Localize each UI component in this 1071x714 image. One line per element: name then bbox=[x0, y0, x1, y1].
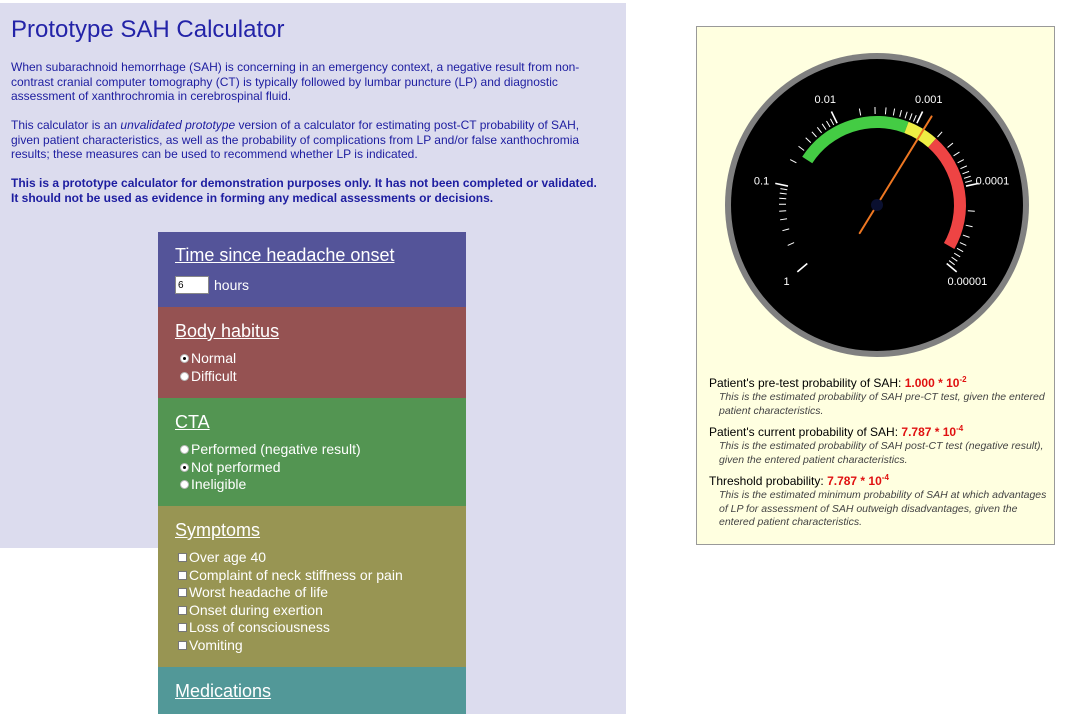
habitus-option-normal[interactable] bbox=[180, 350, 236, 366]
current-result bbox=[709, 424, 1049, 467]
left-panel-gap bbox=[0, 548, 158, 714]
body-habitus-panel bbox=[158, 307, 466, 398]
hours-unit-label: hours bbox=[214, 277, 250, 293]
current-label: Patient's current probability of SAH: bbox=[709, 425, 902, 439]
symptom-onset-exertion[interactable] bbox=[178, 602, 323, 618]
cta-option-label: Performed (negative result) bbox=[191, 441, 361, 457]
pretest-exponent: -2 bbox=[959, 375, 967, 384]
cta-option-not-performed[interactable] bbox=[180, 459, 280, 475]
checkbox-icon[interactable] bbox=[178, 588, 187, 597]
checkbox-icon[interactable] bbox=[178, 606, 187, 615]
medications-title[interactable]: Medications bbox=[175, 681, 272, 701]
symptom-label: Onset during exertion bbox=[189, 602, 323, 618]
probability-gauge bbox=[724, 52, 1030, 358]
checkbox-icon[interactable] bbox=[178, 553, 187, 562]
symptom-label: Worst headache of life bbox=[189, 584, 329, 600]
symptoms-panel bbox=[158, 506, 466, 667]
checkbox-icon[interactable] bbox=[178, 641, 187, 650]
symptom-label: Loss of consciousness bbox=[189, 619, 330, 635]
habitus-option-label: Difficult bbox=[191, 368, 237, 384]
current-times: * 10 bbox=[931, 425, 957, 439]
intro-paragraph-1: When subarachnoid hemorrhage (SAH) is concerning in an emergency context, a negative result from non-contrast cranial computer tomography (CT) is typically followed by lumbar puncture (LP) and diagnostic assessment of xanthrochromia in cerebrospinal fluid. bbox=[11, 60, 580, 103]
medications-panel bbox=[158, 667, 466, 714]
pretest-mantissa: 1.000 bbox=[904, 376, 935, 390]
habitus-option-label: Normal bbox=[191, 350, 237, 366]
pretest-times: * 10 bbox=[934, 376, 960, 390]
disclaimer: This is a prototype calculator for demonstration purposes only. It has not been completed or validated. It should not be used as evidence in forming any medical assessments or decisions. bbox=[11, 176, 597, 205]
pretest-result bbox=[709, 375, 1049, 418]
checkbox-icon[interactable] bbox=[178, 623, 187, 632]
gauge-label: 0.00001 bbox=[947, 275, 988, 288]
symptom-label: Complaint of neck stiffness or pain bbox=[189, 567, 403, 583]
hours-input[interactable] bbox=[175, 276, 209, 294]
page-title: Prototype SAH Calculator bbox=[11, 16, 285, 43]
time-panel bbox=[158, 232, 466, 307]
cta-option-performed[interactable] bbox=[180, 441, 361, 457]
current-mantissa: 7.787 bbox=[901, 425, 932, 439]
intro-p2-start: This calculator is an bbox=[11, 118, 121, 132]
symptom-vomiting[interactable] bbox=[178, 637, 243, 653]
symptom-worst-headache[interactable] bbox=[178, 584, 328, 600]
gauge-label: 0.001 bbox=[914, 93, 943, 106]
time-panel-title[interactable]: Time since headache onset bbox=[175, 245, 395, 265]
radio-icon[interactable] bbox=[180, 372, 189, 381]
threshold-times: * 10 bbox=[857, 474, 882, 488]
gauge-label: 0.1 bbox=[753, 175, 770, 188]
results-box bbox=[696, 26, 1055, 545]
body-habitus-title[interactable]: Body habitus bbox=[175, 321, 280, 341]
cta-option-label: Ineligible bbox=[191, 476, 247, 492]
gauge-label: 0.01 bbox=[814, 93, 836, 106]
radio-icon[interactable] bbox=[180, 480, 189, 489]
radio-icon[interactable] bbox=[180, 463, 189, 472]
symptom-over-age-40[interactable] bbox=[178, 549, 266, 565]
current-note: This is the estimated probability of SAH post-CT test (negative result), given the entered patient characteristics. bbox=[719, 440, 1044, 466]
intro-paragraph-2 bbox=[11, 118, 601, 162]
threshold-exponent: -4 bbox=[881, 473, 889, 482]
radio-icon[interactable] bbox=[180, 445, 189, 454]
cta-title[interactable]: CTA bbox=[175, 412, 210, 432]
gauge-label: 1 bbox=[783, 275, 790, 288]
threshold-result bbox=[709, 473, 1049, 530]
cta-option-label: Not performed bbox=[191, 459, 281, 475]
threshold-label: Threshold probability: bbox=[709, 474, 828, 488]
cta-option-ineligible[interactable] bbox=[180, 476, 246, 492]
symptoms-title[interactable]: Symptoms bbox=[175, 520, 261, 540]
cta-panel bbox=[158, 398, 466, 506]
symptom-loss-consciousness[interactable] bbox=[178, 619, 330, 635]
radio-icon[interactable] bbox=[180, 354, 189, 363]
checkbox-icon[interactable] bbox=[178, 571, 187, 580]
habitus-option-difficult[interactable] bbox=[180, 368, 237, 384]
gauge-hub bbox=[871, 199, 883, 211]
pretest-label: Patient's pre-test probability of SAH: bbox=[709, 376, 905, 390]
threshold-note: This is the estimated minimum probability of SAH at which advantages of LP for assessment of SAH outweigh disadvantages, given the entered patient characteristics. bbox=[719, 489, 1047, 528]
threshold-mantissa: 7.787 bbox=[827, 474, 858, 488]
symptom-label: Over age 40 bbox=[189, 549, 267, 565]
gauge-tick bbox=[885, 107, 886, 114]
symptom-neck-stiffness[interactable] bbox=[178, 567, 403, 583]
pretest-note: This is the estimated probability of SAH pre-CT test, given the entered patient characteristics. bbox=[719, 391, 1045, 417]
gauge-label: 0.0001 bbox=[975, 175, 1010, 188]
intro-p2-end: version of a calculator for estimating post-CT probability of SAH, given patient characteristics, as well as the probability of complications from LP and/or false xanthochromia results; these measures can be used to recommend whether LP is indicated. bbox=[11, 118, 580, 161]
intro-p2-emphasis: unvalidated prototype bbox=[120, 118, 236, 132]
symptom-label: Vomiting bbox=[189, 637, 243, 653]
current-exponent: -4 bbox=[956, 424, 964, 433]
